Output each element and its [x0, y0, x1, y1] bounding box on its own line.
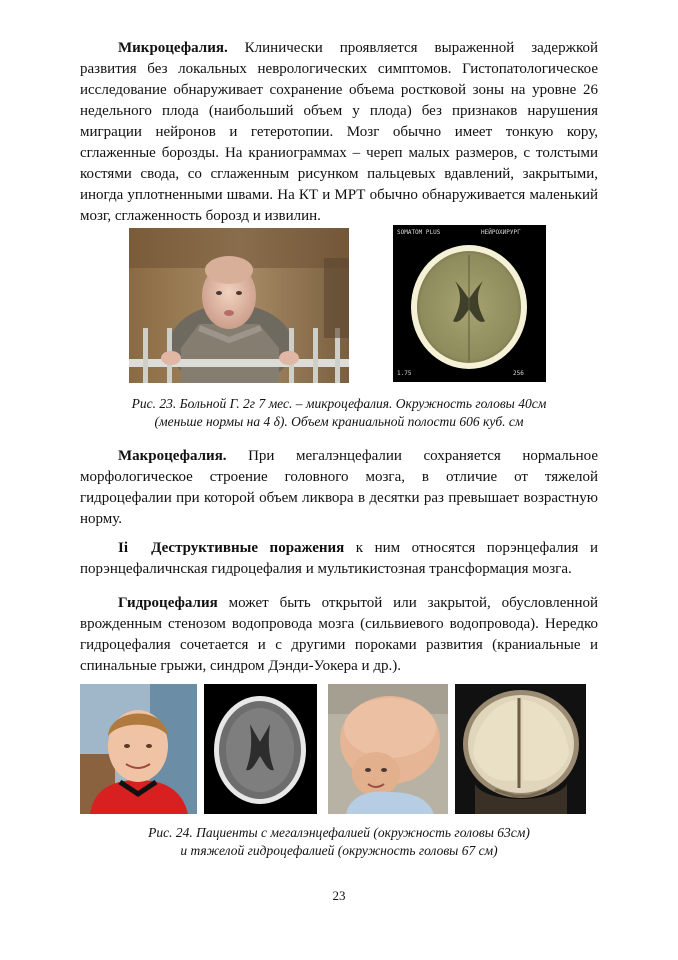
figure-23-caption-line1: Рис. 23. Больной Г. 2г 7 мес. – микроцефалия. Окружность головы 40см	[131, 396, 547, 411]
figure-23-caption	[80, 395, 598, 431]
microcephaly-text: Клинически проявляется выраженной задержкой развития без локальных неврологических симптомов. Гистопатологическое исследование обнаруживает сохранение объема ростковой зоны на уровне 26 недельного плода (наибольший объем у плода) без признаков нарушения миграции нейронов и гетеротопии. Мозг обычно имеет тонкую кору, сглаженные борозды. На краниограммах – череп малых размеров, с толстыми костями свода, со сглаженным рисунком пальцевых вдавлений, закрытыми, иногда уплотненными швами. На КТ и МРТ обычно обнаруживается маленький мозг, сглаженность борозд и извилин.	[80, 40, 598, 224]
child-hydrocephaly-photo	[328, 684, 448, 814]
figure-24-boy-photo	[80, 684, 197, 814]
macrocephaly-heading: Макроцефалия.	[118, 448, 227, 464]
destructive-section-number: Ii	[118, 540, 129, 556]
ct-scan-hydrocephaly	[455, 684, 586, 814]
figure-24-caption-line1: Рис. 24. Пациенты с мегалэнцефалией (окружность головы 63см)	[148, 825, 530, 840]
destructive-text: к ним относятся порэнцефалия и порэнцефаличнская гидроцефалия и мультикистозная трансформация мозга.	[80, 540, 599, 577]
ct-text-top-right: НЕЙРОХИРУРГ	[481, 229, 521, 236]
macrocephaly-paragraph	[80, 446, 598, 530]
hydrocephaly-text: может быть открытой или закрытой, обусловленной врожденным стенозом водопровода мозга (сильвиевого водопровода). Нередко гидроцефалия сочетается и с другими пороками развития (краниальные и спинальные грыжи, синдром Дэнди-Уокера и др.).	[80, 595, 598, 674]
figure-24-caption-line2: и тяжелой гидроцефалией (окружность головы 67 см)	[180, 843, 498, 858]
child-microcephaly-photo	[129, 228, 349, 383]
page-number: 23	[332, 888, 346, 903]
figure-24-hydrocephaly-photo	[328, 684, 448, 814]
ct-scan-megalencephaly	[204, 684, 317, 814]
hydrocephaly-paragraph	[80, 593, 598, 677]
hydrocephaly-heading: Гидроцефалия	[118, 595, 218, 611]
figure-23-child-photo	[129, 228, 349, 383]
boy-megalencephaly-photo	[80, 684, 197, 814]
ct-text-bottom-left: 1.75	[397, 370, 412, 377]
destructive-heading: Деструктивные поражения	[151, 540, 345, 556]
ct-scan-microcephaly	[393, 225, 546, 382]
figure-24-caption	[80, 824, 598, 860]
figure-24-ct-megalencephaly	[204, 684, 317, 814]
microcephaly-paragraph	[80, 38, 598, 227]
figure-23-ct-scan	[393, 225, 546, 382]
macrocephaly-text: При мегалэнцефалии сохраняется нормальное морфологическое строение головного мозга, в отличие от тяжелой гидроцефалии при которой объем ликвора в десятки раз превышает возрастную норму.	[80, 448, 598, 527]
figure-24-ct-hydrocephaly	[455, 684, 586, 814]
microcephaly-heading: Микроцефалия.	[118, 40, 228, 56]
ct-text-bottom-right: 256	[513, 370, 524, 377]
destructive-lesions-paragraph	[80, 538, 598, 580]
figure-23-caption-line2: (меньше нормы на 4 δ). Объем краниальной полости 606 куб. см	[154, 414, 524, 429]
ct-text-top-left: SOMATOM PLUS	[397, 229, 441, 236]
